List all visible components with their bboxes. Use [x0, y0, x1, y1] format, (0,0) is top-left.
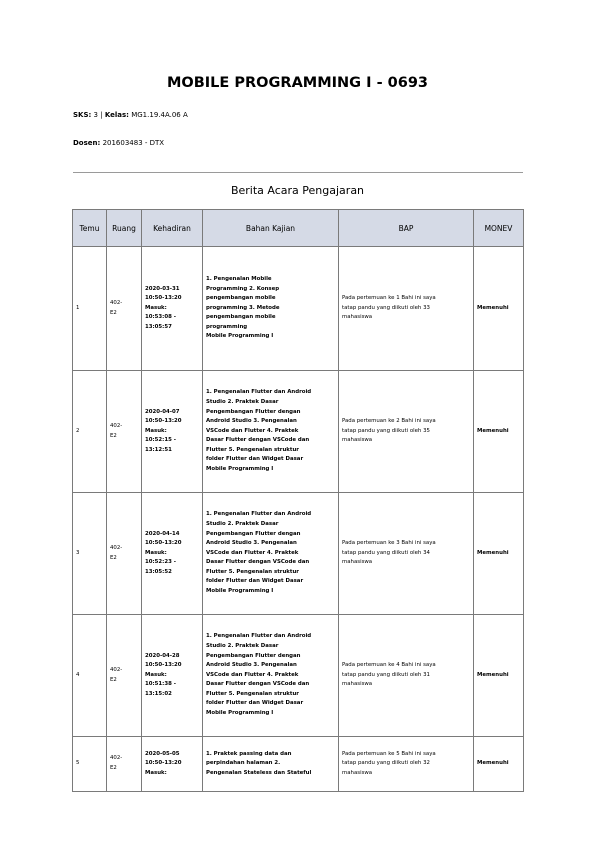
- cell-kehadiran-line: 10:50-13:20: [145, 760, 182, 767]
- cell-ruang-line: E2: [110, 432, 117, 439]
- cell-bap-line: tatap pandu yang diikuti oleh 31: [342, 671, 430, 678]
- cell-bap: [339, 371, 474, 493]
- table-header-row: [73, 210, 524, 247]
- cell-kehadiran-line: 2020-04-07: [145, 408, 180, 415]
- cell-ruang-line: 402-: [110, 422, 123, 429]
- cell-bahan-kajian-line: Pengembangan Flutter dengan: [206, 530, 301, 537]
- cell-bahan-kajian-line: Pengembangan Flutter dengan: [206, 652, 301, 659]
- header-bap: BAP: [339, 210, 474, 247]
- cell-bahan-kajian-line: 1. Pengenalan Flutter dan Android: [206, 633, 312, 640]
- cell-kehadiran-line: 10:53:08 -: [145, 314, 176, 321]
- cell-monev: Memenuhi: [474, 247, 524, 371]
- cell-kehadiran-line: Masuk:: [145, 549, 167, 556]
- cell-bap: [339, 615, 474, 737]
- cell-temu: 5: [73, 737, 107, 792]
- cell-bahan-kajian-line: Pengenalan Stateless dan Stateful: [206, 769, 312, 776]
- cell-bahan-kajian-line: Studio 2. Praktek Dasar: [206, 398, 279, 405]
- cell-kehadiran-line: 13:12:51: [145, 446, 172, 453]
- info-separator: |: [100, 111, 103, 119]
- cell-kehadiran-line: 10:50-13:20: [145, 662, 182, 669]
- cell-ruang-line: E2: [110, 676, 117, 683]
- cell-kehadiran: [142, 615, 203, 737]
- cell-ruang-line: E2: [110, 554, 117, 561]
- cell-bahan-kajian-line: 1. Pengenalan Mobile: [206, 275, 272, 282]
- cell-bahan-kajian-line: Flutter 5. Pengenalan struktur: [206, 690, 299, 697]
- cell-kehadiran-line: 2020-05-05: [145, 750, 180, 757]
- cell-bap-line: mahasiswa: [342, 559, 373, 566]
- cell-bap-line: mahasiswa: [342, 681, 373, 688]
- cell-kehadiran-line: 10:50-13:20: [145, 540, 182, 547]
- cell-bap-line: tatap pandu yang diikuti oleh 35: [342, 427, 430, 434]
- cell-bap-line: Pada pertemuan ke 1 Bahi ini saya: [342, 295, 436, 302]
- cell-bahan-kajian-line: Dasar Flutter dengan VSCode dan: [206, 559, 310, 566]
- cell-bahan-kajian-line: Studio 2. Praktek Dasar: [206, 520, 279, 527]
- cell-bap-line: Pada pertemuan ke 3 Bahi ini saya: [342, 540, 436, 547]
- cell-bahan-kajian: [203, 737, 339, 792]
- cell-bahan-kajian-line: Mobile Programming I: [206, 588, 274, 595]
- cell-bahan-kajian: [203, 247, 339, 371]
- cell-bahan-kajian-line: 1. Pengenalan Flutter dan Android: [206, 389, 312, 396]
- cell-kehadiran-line: 2020-04-28: [145, 652, 180, 659]
- cell-bahan-kajian-line: Android Studio 3. Pengenalan: [206, 540, 297, 547]
- cell-kehadiran: [142, 493, 203, 615]
- cell-kehadiran-line: Masuk:: [145, 427, 167, 434]
- cell-kehadiran-line: 13:05:52: [145, 568, 172, 575]
- cell-kehadiran-line: 10:52:15 -: [145, 437, 176, 444]
- cell-bahan-kajian-line: perpindahan halaman 2.: [206, 760, 281, 767]
- cell-ruang-line: 402-: [110, 299, 123, 306]
- cell-ruang: [107, 493, 142, 615]
- cell-bap: [339, 493, 474, 615]
- cell-bap-line: mahasiswa: [342, 437, 373, 444]
- cell-bahan-kajian: [203, 371, 339, 493]
- cell-temu: 2: [73, 371, 107, 493]
- cell-bahan-kajian-line: Flutter 5. Pengenalan struktur: [206, 568, 299, 575]
- cell-bap-line: tatap pandu yang diikuti oleh 34: [342, 549, 430, 556]
- cell-monev: Memenuhi: [474, 737, 524, 792]
- cell-bahan-kajian-line: Studio 2. Praktek Dasar: [206, 642, 279, 649]
- cell-bahan-kajian-line: VSCode dan Flutter 4. Praktek: [206, 671, 299, 678]
- cell-bap-line: Pada pertemuan ke 2 Bahi ini saya: [342, 418, 436, 425]
- table-row: [73, 615, 524, 737]
- sks-label: SKS:: [73, 111, 92, 119]
- cell-kehadiran: [142, 247, 203, 371]
- cell-bahan-kajian-line: 1. Pengenalan Flutter dan Android: [206, 511, 312, 518]
- cell-ruang-line: E2: [110, 309, 117, 316]
- cell-bap-line: Pada pertemuan ke 5 Bahi ini saya: [342, 750, 436, 757]
- cell-bahan-kajian-line: Pengembangan Flutter dengan: [206, 408, 301, 415]
- cell-temu: 4: [73, 615, 107, 737]
- header-monev: MONEV: [474, 210, 524, 247]
- table-row: [73, 247, 524, 371]
- cell-kehadiran: [142, 371, 203, 493]
- course-title: MOBILE PROGRAMMING I - 0693: [166, 75, 428, 91]
- cell-bahan-kajian-line: Mobile Programming I: [206, 710, 274, 717]
- teaching-record-table: [72, 209, 524, 792]
- cell-ruang: [107, 615, 142, 737]
- cell-bap-line: Pada pertemuan ke 4 Bahi ini saya: [342, 662, 436, 669]
- cell-monev: Memenuhi: [474, 493, 524, 615]
- cell-ruang-line: 402-: [110, 666, 123, 673]
- cell-ruang-line: 402-: [110, 544, 123, 551]
- table-row: [73, 371, 524, 493]
- cell-bahan-kajian: [203, 493, 339, 615]
- cell-kehadiran-line: 13:05:57: [145, 323, 172, 330]
- header-ruang: Ruang: [107, 210, 142, 247]
- cell-bahan-kajian-line: Android Studio 3. Pengenalan: [206, 662, 297, 669]
- cell-kehadiran-line: 13:15:02: [145, 690, 172, 697]
- dosen-value: 201603483 - DTX: [102, 139, 165, 147]
- cell-temu: 3: [73, 493, 107, 615]
- cell-bap-line: tatap pandu yang diikuti oleh 33: [342, 304, 430, 311]
- cell-ruang: [107, 371, 142, 493]
- cell-ruang: [107, 737, 142, 792]
- table-row: [73, 737, 524, 792]
- cell-bahan-kajian-line: programming: [206, 323, 248, 330]
- cell-kehadiran-line: 10:50-13:20: [145, 295, 182, 302]
- cell-bahan-kajian-line: Mobile Programming I: [206, 333, 274, 340]
- cell-bap-line: mahasiswa: [342, 314, 373, 321]
- table-body: [73, 247, 524, 792]
- kelas-value: MG1.19.4A.06 A: [131, 111, 188, 119]
- cell-ruang: [107, 247, 142, 371]
- cell-kehadiran: [142, 737, 203, 792]
- divider: [73, 172, 523, 173]
- cell-ruang-line: 402-: [110, 755, 123, 762]
- header-bahan-kajian: Bahan Kajian: [203, 210, 339, 247]
- lecturer-line: [73, 139, 164, 147]
- header-kehadiran: Kehadiran: [142, 210, 203, 247]
- cell-bahan-kajian-line: Flutter 5. Pengenalan struktur: [206, 446, 299, 453]
- cell-kehadiran-line: 2020-03-31: [145, 285, 180, 292]
- cell-bahan-kajian-line: Dasar Flutter dengan VSCode dan: [206, 681, 310, 688]
- cell-bahan-kajian-line: pengembangan mobile: [206, 295, 276, 302]
- cell-temu: 1: [73, 247, 107, 371]
- cell-bahan-kajian-line: Android Studio 3. Pengenalan: [206, 418, 297, 425]
- cell-bahan-kajian-line: VSCode dan Flutter 4. Praktek: [206, 427, 299, 434]
- course-info-line: [73, 111, 188, 119]
- cell-bahan-kajian-line: Dasar Flutter dengan VSCode dan: [206, 437, 310, 444]
- cell-bap-line: mahasiswa: [342, 769, 373, 776]
- cell-kehadiran-line: Masuk:: [145, 769, 167, 776]
- cell-kehadiran-line: Masuk:: [145, 671, 167, 678]
- cell-kehadiran-line: 10:50-13:20: [145, 418, 182, 425]
- cell-bap-line: tatap pandu yang diikuti oleh 32: [342, 760, 430, 767]
- cell-ruang-line: E2: [110, 765, 117, 771]
- cell-kehadiran-line: 10:52:23 -: [145, 559, 176, 566]
- cell-bahan-kajian-line: folder Flutter dan Widget Dasar: [206, 700, 304, 707]
- kelas-label: Kelas:: [104, 111, 129, 119]
- cell-bap: [339, 737, 474, 792]
- cell-bahan-kajian-line: Programming 2. Konsep: [206, 285, 280, 292]
- cell-bahan-kajian-line: Mobile Programming I: [206, 466, 274, 473]
- cell-monev: Memenuhi: [474, 371, 524, 493]
- cell-bahan-kajian-line: folder Flutter dan Widget Dasar: [206, 456, 304, 463]
- cell-bahan-kajian: [203, 615, 339, 737]
- dosen-label: Dosen:: [73, 139, 101, 147]
- cell-kehadiran-line: 10:51:38 -: [145, 681, 176, 688]
- table-row: [73, 493, 524, 615]
- cell-bahan-kajian-line: folder Flutter dan Widget Dasar: [206, 578, 304, 585]
- cell-bahan-kajian-line: VSCode dan Flutter 4. Praktek: [206, 549, 299, 556]
- section-title: Berita Acara Pengajaran: [230, 184, 365, 197]
- cell-monev: Memenuhi: [474, 615, 524, 737]
- sks-value: 3: [93, 111, 99, 119]
- cell-bahan-kajian-line: 1. Praktek passing data dan: [206, 750, 292, 757]
- cell-bahan-kajian-line: pengembangan mobile: [206, 314, 276, 321]
- cell-bap: [339, 247, 474, 371]
- header-temu: Temu: [73, 210, 107, 247]
- cell-kehadiran-line: 2020-04-14: [145, 530, 180, 537]
- cell-bahan-kajian-line: programming 3. Metode: [206, 304, 280, 311]
- cell-kehadiran-line: Masuk:: [145, 304, 167, 311]
